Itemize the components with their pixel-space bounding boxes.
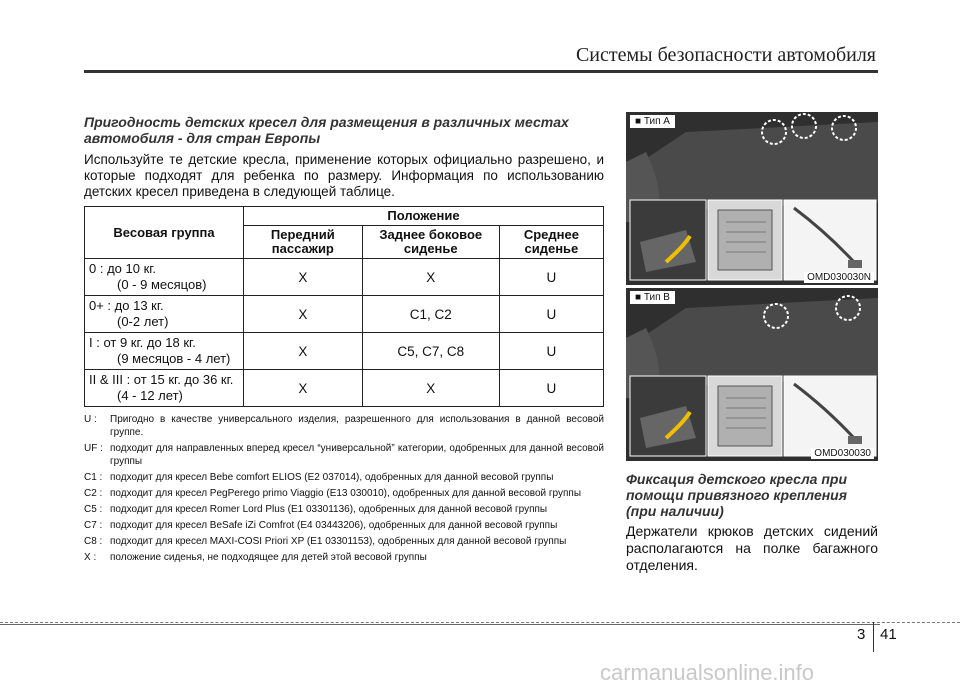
footer-rule — [0, 624, 880, 625]
header-rule — [84, 70, 878, 73]
footer-dashed-rule — [0, 622, 960, 623]
table-cell: X — [244, 370, 363, 407]
note-item — [84, 471, 604, 484]
weight-group-cell — [85, 296, 244, 333]
column-header-front-passenger: Передний пассажир — [244, 226, 363, 259]
note-code: C2 : — [84, 488, 103, 499]
side-column — [626, 112, 878, 574]
header-title: Системы безопасности автомобиля — [575, 44, 876, 66]
table-row — [85, 296, 604, 333]
table-cell: X — [244, 259, 363, 296]
table-cell: C5, C7, C8 — [362, 333, 499, 370]
note-item — [84, 487, 604, 500]
note-item — [84, 519, 604, 532]
table-cell: C1, C2 — [362, 296, 499, 333]
figure-type-a — [626, 112, 878, 285]
rear-seat-illustration — [626, 288, 878, 461]
table-notes — [84, 413, 604, 564]
note-item — [84, 535, 604, 548]
figure-type-b — [626, 288, 878, 461]
page-number: 41 — [880, 626, 897, 643]
note-text: подходит для кресел MAXI-COSI Priori XP (E1 03301153), одобренных для данной весовой группы — [110, 536, 567, 547]
note-item — [84, 413, 604, 439]
note-text: подходит для направленных вперед кресел “универсальной” категории, одобренных для данной весовой группы — [110, 443, 604, 467]
watermark: carmanualsonline.info — [600, 660, 815, 685]
age-range: (0-2 лет) — [117, 314, 169, 329]
table-cell: X — [362, 370, 499, 407]
weight-range: 0 : до 10 кг. — [89, 261, 157, 276]
main-column — [84, 114, 604, 567]
weight-group-cell — [85, 333, 244, 370]
table-cell: X — [244, 333, 363, 370]
note-code: U : — [84, 414, 97, 425]
table-cell: U — [499, 370, 603, 407]
table-row — [85, 370, 604, 407]
weight-range: I : от 9 кг. до 18 кг. — [89, 335, 196, 350]
note-code: UF : — [84, 443, 103, 454]
page-divider — [873, 622, 874, 652]
note-text: подходит для кресел Bebe comfort ELIOS (E2 037014), одобренных для данной весовой группы — [110, 472, 554, 483]
age-range: (0 - 9 месяцов) — [117, 277, 207, 292]
section-heading: Пригодность детских кресел для размещения в различных местах автомобиля - для стран Европы — [84, 114, 569, 146]
weight-range: II & III : от 15 кг. до 36 кг. — [89, 372, 234, 387]
compatibility-table — [84, 206, 604, 407]
table-cell: X — [362, 259, 499, 296]
note-code: X : — [84, 552, 97, 563]
note-text: подходит для кресел Romer Lord Plus (E1 03301136), одобренных для данной весовой группы — [110, 504, 548, 515]
table-cell: X — [244, 296, 363, 333]
column-header-rear-outboard: Заднее боковое сиденье — [362, 226, 499, 259]
table-cell: U — [499, 333, 603, 370]
subsection-heading: Фиксация детского кресла при помощи привязного крепления (при наличии) — [626, 471, 848, 519]
rear-seat-illustration — [626, 112, 878, 285]
weight-group-cell — [85, 370, 244, 407]
figure-code: OMD030030N — [804, 272, 874, 283]
note-item — [84, 442, 604, 468]
table-row — [85, 333, 604, 370]
position-header: Положение — [244, 207, 604, 226]
chapter-number: 3 — [857, 626, 866, 643]
table-cell: U — [499, 296, 603, 333]
note-text: подходит для кресел BeSafe iZi Comfrot (E4 03443206), одобренных для данной весовой группы — [110, 520, 558, 531]
figure-label: ■ Тип B — [630, 291, 675, 304]
note-code: C5 : — [84, 504, 103, 515]
age-range: (9 месяцов - 4 лет) — [117, 351, 231, 366]
note-item — [84, 503, 604, 516]
age-range: (4 - 12 лет) — [117, 388, 183, 403]
weight-group-cell — [85, 259, 244, 296]
note-code: C1 : — [84, 472, 103, 483]
note-text: Пригодно в качестве универсального изделия, разрешенного для использования в данной весовой группе. — [110, 414, 604, 438]
note-code: C8 : — [84, 536, 103, 547]
figure-code: OMD030030 — [811, 448, 874, 459]
figure-label: ■ Тип A — [630, 115, 675, 128]
table-cell: U — [499, 259, 603, 296]
subsection-body: Держатели крюков детских сидений располагаются на полке багажного отделения. — [626, 523, 878, 573]
table-row — [85, 259, 604, 296]
weight-group-header: Весовая группа — [85, 207, 244, 259]
column-header-rear-center: Среднее сиденье — [499, 226, 603, 259]
note-text: подходит для кресел PegPerego primo Viaggio (E13 030010), одобренных для данной весовой группы — [110, 488, 582, 499]
note-text: положение сиденья, не подходящее для детей этой весовой группы — [110, 552, 427, 563]
intro-paragraph: Используйте те детские кресла, применение которых официально разрешено, и которые подходят для ребенка по размеру. Информация по использованию детских кресел приведена в следующей таблице. — [84, 152, 604, 199]
weight-range: 0+ : до 13 кг. — [89, 298, 164, 313]
note-item — [84, 551, 604, 564]
note-code: C7 : — [84, 520, 103, 531]
